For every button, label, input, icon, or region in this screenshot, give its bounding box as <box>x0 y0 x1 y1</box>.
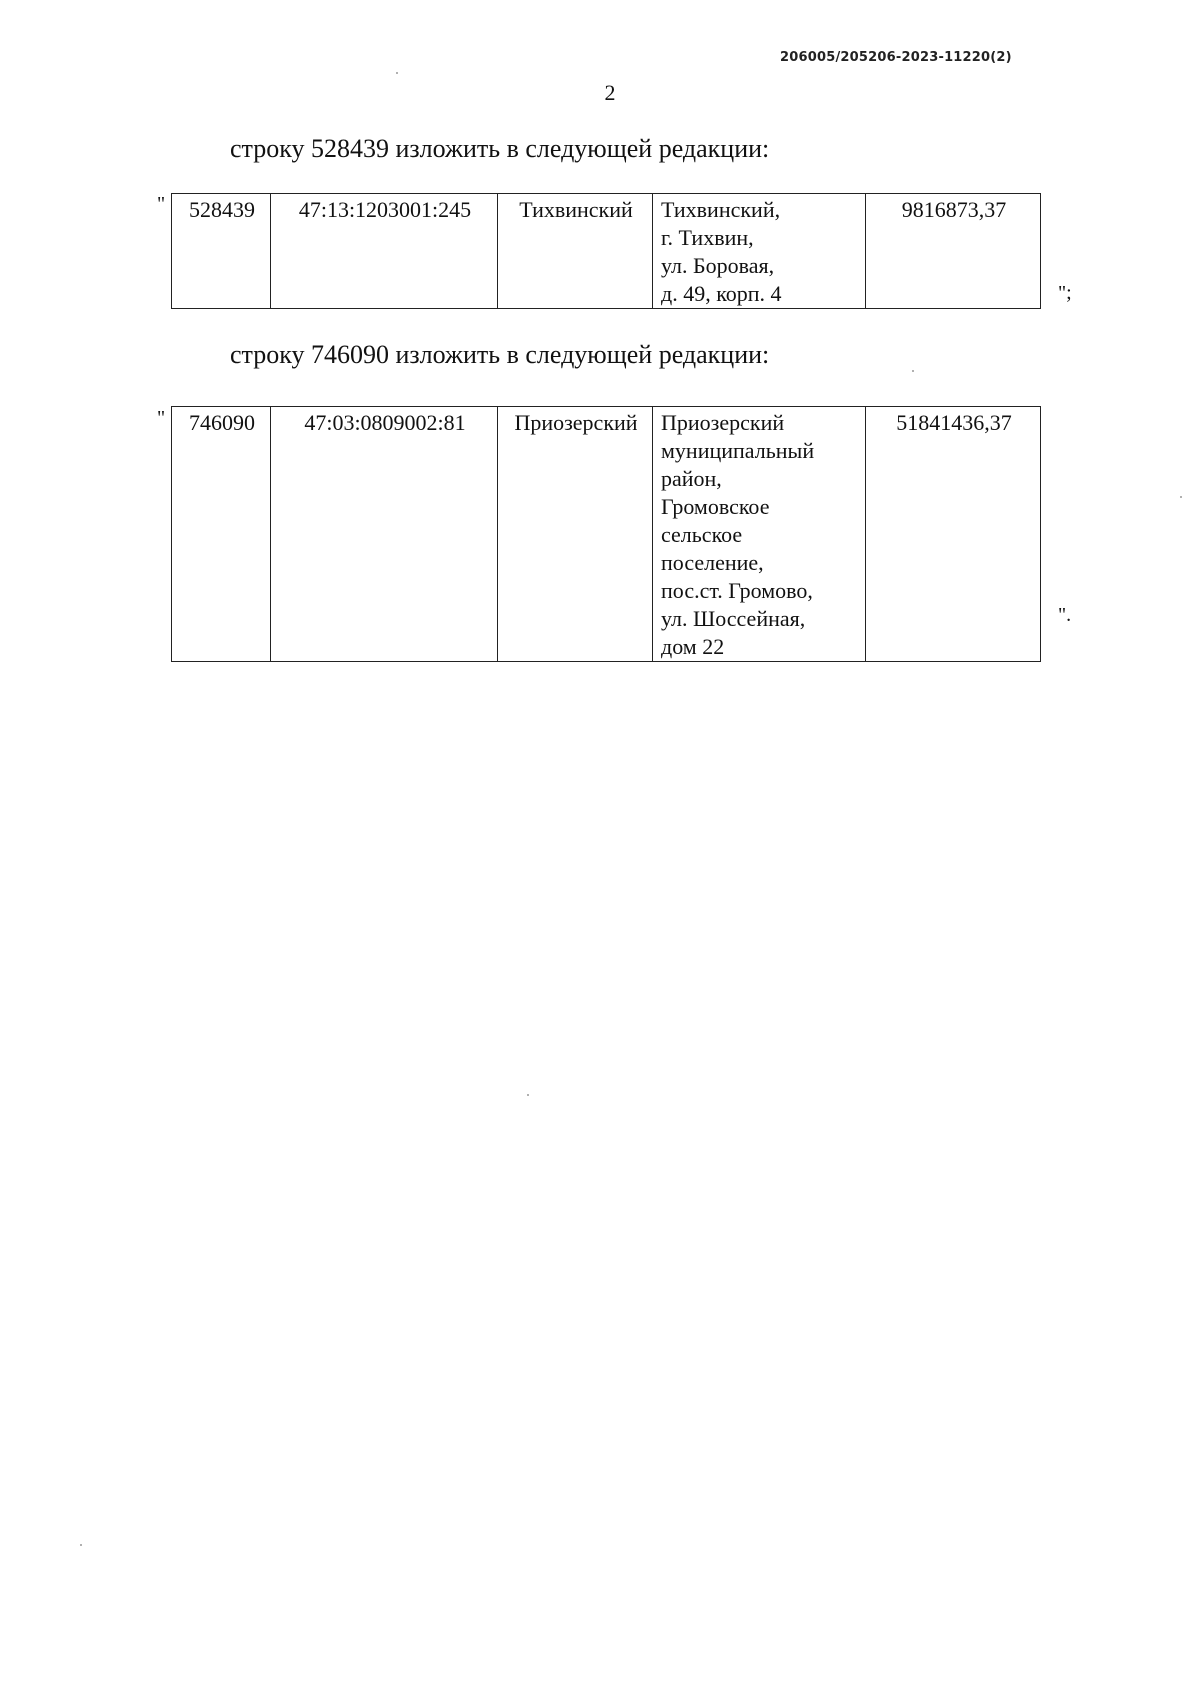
opening-quote: " <box>157 407 166 429</box>
address-line: поселение, <box>661 550 764 575</box>
address-line: д. 49, корп. 4 <box>661 281 782 306</box>
amendment-instruction: строку 528439 изложить в следующей редакции: <box>230 134 770 163</box>
row-number-cell: 746090 <box>172 407 271 662</box>
address-line: Громовское <box>661 494 770 519</box>
address-line: пос.ст. Громово, <box>661 578 813 603</box>
district-cell: Приозерский <box>498 407 653 662</box>
cadastral-number-cell: 47:03:0809002:81 <box>271 407 498 662</box>
amendment-instruction: строку 746090 изложить в следующей редакции: <box>230 340 770 369</box>
address-cell <box>653 407 866 662</box>
address-line: муниципальный <box>661 438 815 463</box>
scan-speck <box>1180 496 1182 498</box>
address-line: сельское <box>661 522 743 547</box>
scan-speck <box>80 1544 82 1546</box>
cadastral-value-cell: 9816873,37 <box>866 194 1041 309</box>
document-id: 206005/205206-2023-11220(2) <box>780 50 1012 65</box>
address-line: район, <box>661 466 722 491</box>
closing-quote: ". <box>1058 604 1072 626</box>
amendment-table <box>171 193 1041 309</box>
address-line: г. Тихвин, <box>661 225 754 250</box>
cadastral-number-cell: 47:13:1203001:245 <box>271 194 498 309</box>
row-number-cell: 528439 <box>172 194 271 309</box>
address-line: Приозерский <box>661 410 785 435</box>
page-number: 2 <box>604 80 616 105</box>
address-line: Тихвинский, <box>661 197 781 222</box>
address-line: дом 22 <box>661 634 725 659</box>
opening-quote: " <box>157 193 166 215</box>
table-row <box>172 194 1041 309</box>
closing-quote: "; <box>1058 282 1072 304</box>
table-row <box>172 407 1041 662</box>
amendment-table <box>171 406 1041 662</box>
scan-speck <box>396 72 398 74</box>
scan-speck <box>527 1094 529 1096</box>
district-cell: Тихвинский <box>498 194 653 309</box>
address-line: ул. Шоссейная, <box>661 606 806 631</box>
address-cell <box>653 194 866 309</box>
address-line: ул. Боровая, <box>661 253 775 278</box>
scan-speck <box>912 370 914 372</box>
cadastral-value-cell: 51841436,37 <box>866 407 1041 662</box>
